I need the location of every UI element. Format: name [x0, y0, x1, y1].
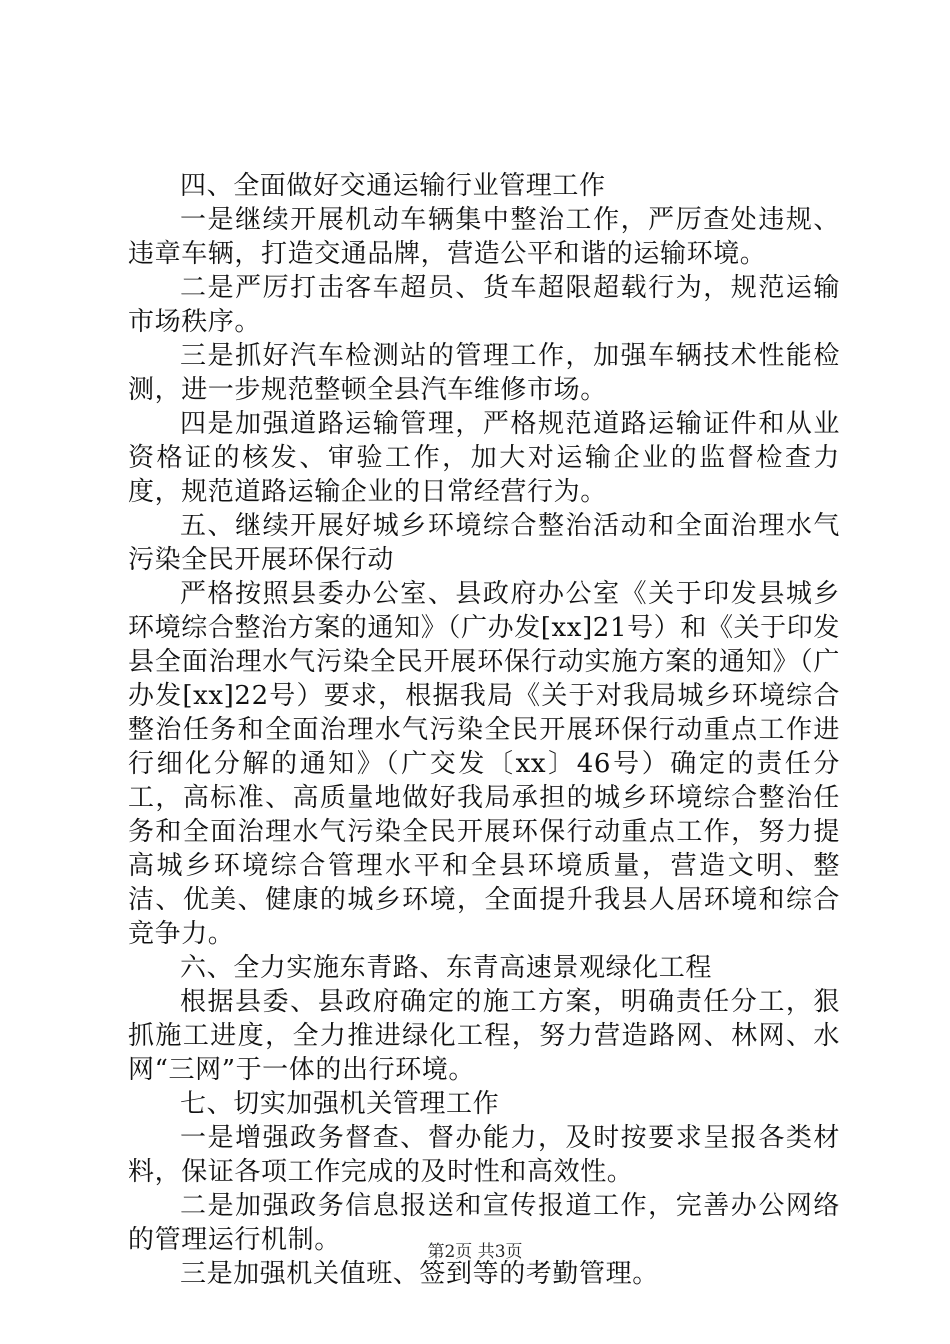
section-heading-7: 七、切实加强机关管理工作 — [180, 1089, 500, 1119]
paragraph: 二是加强政务信息报送和宣传报道工作，完善办公网络的管理运行机制。 — [128, 1191, 840, 1255]
paragraph: 一是增强政务督查、督办能力，及时按要求呈报各类材料，保证各项工作完成的及时性和高效性。 — [128, 1123, 840, 1187]
section-heading-6: 六、全力实施东青路、东青高速景观绿化工程 — [180, 953, 713, 983]
paragraph: 根据县委、县政府确定的施工方案，明确责任分工，狠抓施工进度，全力推进绿化工程，努力营造路网、林网、水网“三网”于一体的出行环境。 — [128, 987, 840, 1085]
document-body — [128, 169, 840, 1291]
paragraph: 四是加强道路运输管理，严格规范道路运输证件和从业资格证的核发、审验工作，加大对运输企业的监督检查力度，规范道路运输企业的日常经营行为。 — [128, 409, 840, 507]
paragraph: 严格按照县委办公室、县政府办公室《关于印发县城乡环境综合整治方案的通知》（广办发[xx]21号）和《关于印发县全面治理水气污染全民开展环保行动实施方案的通知》（广办发[xx]22号）要求，根据我局《关于对我局城乡环境综合整治任务和全面治理水气污染全民开展环保行动重点工作进行细化分解的通知》（广交发〔xx〕46号）确定的责任分工，高标准、高质量地做好我局承担的城乡环境综合整治任务和全面治理水气污染全民开展环保行动重点工作，努力提高城乡环境综合管理水平和全县环境质量，营造文明、整洁、优美、健康的城乡环境，全面提升我县人居环境和综合竞争力。 — [128, 579, 840, 949]
page-number: 第2页 共3页 — [427, 1242, 523, 1262]
paragraph: 三是加强机关值班、签到等的考勤管理。 — [180, 1259, 659, 1289]
paragraph: 二是严厉打击客车超员、货车超限超载行为，规范运输市场秩序。 — [128, 273, 840, 337]
paragraph: 一是继续开展机动车辆集中整治工作，严厉查处违规、违章车辆，打造交通品牌，营造公平和谐的运输环境。 — [128, 205, 840, 269]
section-heading-4: 四、全面做好交通运输行业管理工作 — [180, 171, 606, 201]
page-footer — [0, 1241, 950, 1263]
paragraph: 三是抓好汽车检测站的管理工作，加强车辆技术性能检测，进一步规范整顿全县汽车维修市场。 — [128, 341, 840, 405]
section-heading-5: 五、继续开展好城乡环境综合整治活动和全面治理水气污染全民开展环保行动 — [128, 511, 840, 575]
